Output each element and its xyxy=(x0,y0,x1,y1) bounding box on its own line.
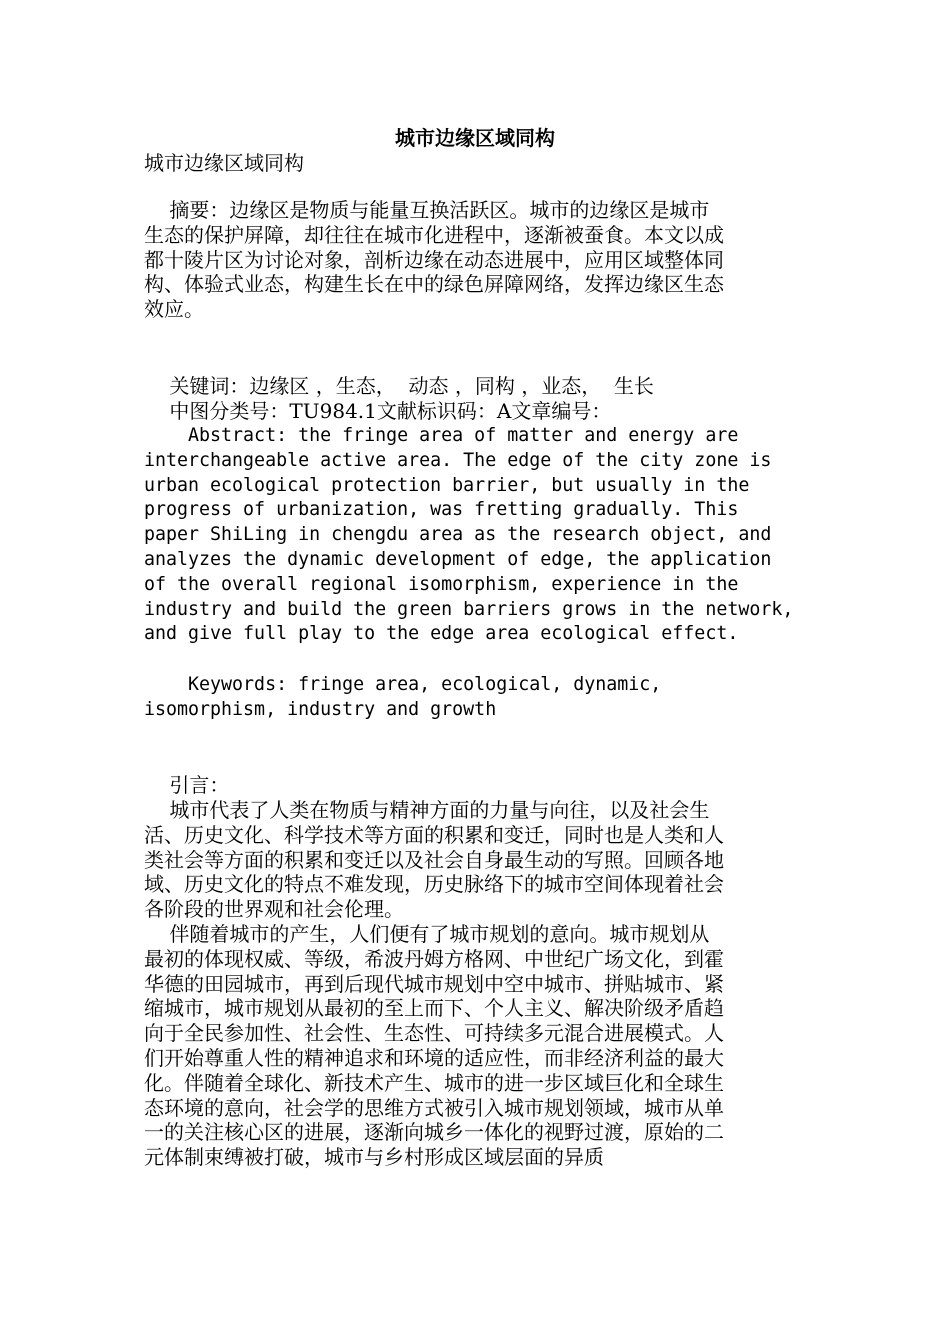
keywords-chinese: 关键词：边缘区 ，生态， 动态 ，同构 ，业态， 生长 xyxy=(144,374,654,398)
abstract-english: Abstract: the fringe area of matter and energy are interchangeable active area. The edge of the city zone is urban ecological protection barrier, but usually in the progress of urbanization, was fretting gradually. This paper ShiLing in chengdu area as the research object, and analyzes the dynamic development of edge, the application of the overall regional isomorphism, experience in the industry and build the green barriers grows in the network, and give full play to the edge area ecological effect. xyxy=(144,425,794,645)
introduction-paragraph-1: 城市代表了人类在物质与精神方面的力量与向往，以及社会生 活、历史文化、科学技术等方面的积累和变迁，同时也是人类和人 类社会等方面的积累和变迁以及社会自身最生动的写照。回顾各地 域、历史文化的特点不难发现，历史脉络下的城市空间体现着社会 各阶段的世界观和社会伦理。 xyxy=(144,798,724,922)
introduction-paragraph-2: 伴随着城市的产生，人们便有了城市规划的意向。城市规划从 最初的体现权威、等级，希波丹姆方格网、中世纪广场文化，到霍 华德的田园城市，再到后现代城市规划中空中城市、拼贴城市、紧 缩城市，城市规划从最初的至上而下、个人主义、解决阶级矛盾趋 向于全民参加性、社会性、生态性、可持续多元混合进展模式。人 们开始尊重人性的精神追求和环境的适应性，而非经济利益的最大 化。伴随着全球化、新技术产生、城市的进一步区域巨化和全球生 态环境的意向，社会学的思维方式被引入城市规划领域，城市从单 一的关注核心区的进展，逐渐向城乡一体化的视野过渡，原始的二 元体制束缚被打破，城市与乡村形成区域层面的异质 xyxy=(144,922,724,1170)
classification-line: 中图分类号：TU984.1文献标识码：A文章编号： xyxy=(144,399,612,423)
document-title: 城市边缘区域同构 xyxy=(395,126,555,150)
keywords-english: Keywords: fringe area, ecological, dynamic, isomorphism, industry and growth xyxy=(144,674,662,720)
abstract-chinese: 摘要：边缘区是物质与能量互换活跃区。城市的边缘区是城市 生态的保护屏障，却往往在城市化进程中，逐渐被蚕食。本文以成 都十陵片区为讨论对象，剖析边缘在动态进展中，应用区域整体同 构、体验式业态，构建生长在中的绿色屏障网络，发挥边缘区生态 效应。 xyxy=(144,198,724,322)
document-subtitle: 城市边缘区域同构 xyxy=(144,151,304,175)
introduction-heading: 引言： xyxy=(144,773,230,797)
